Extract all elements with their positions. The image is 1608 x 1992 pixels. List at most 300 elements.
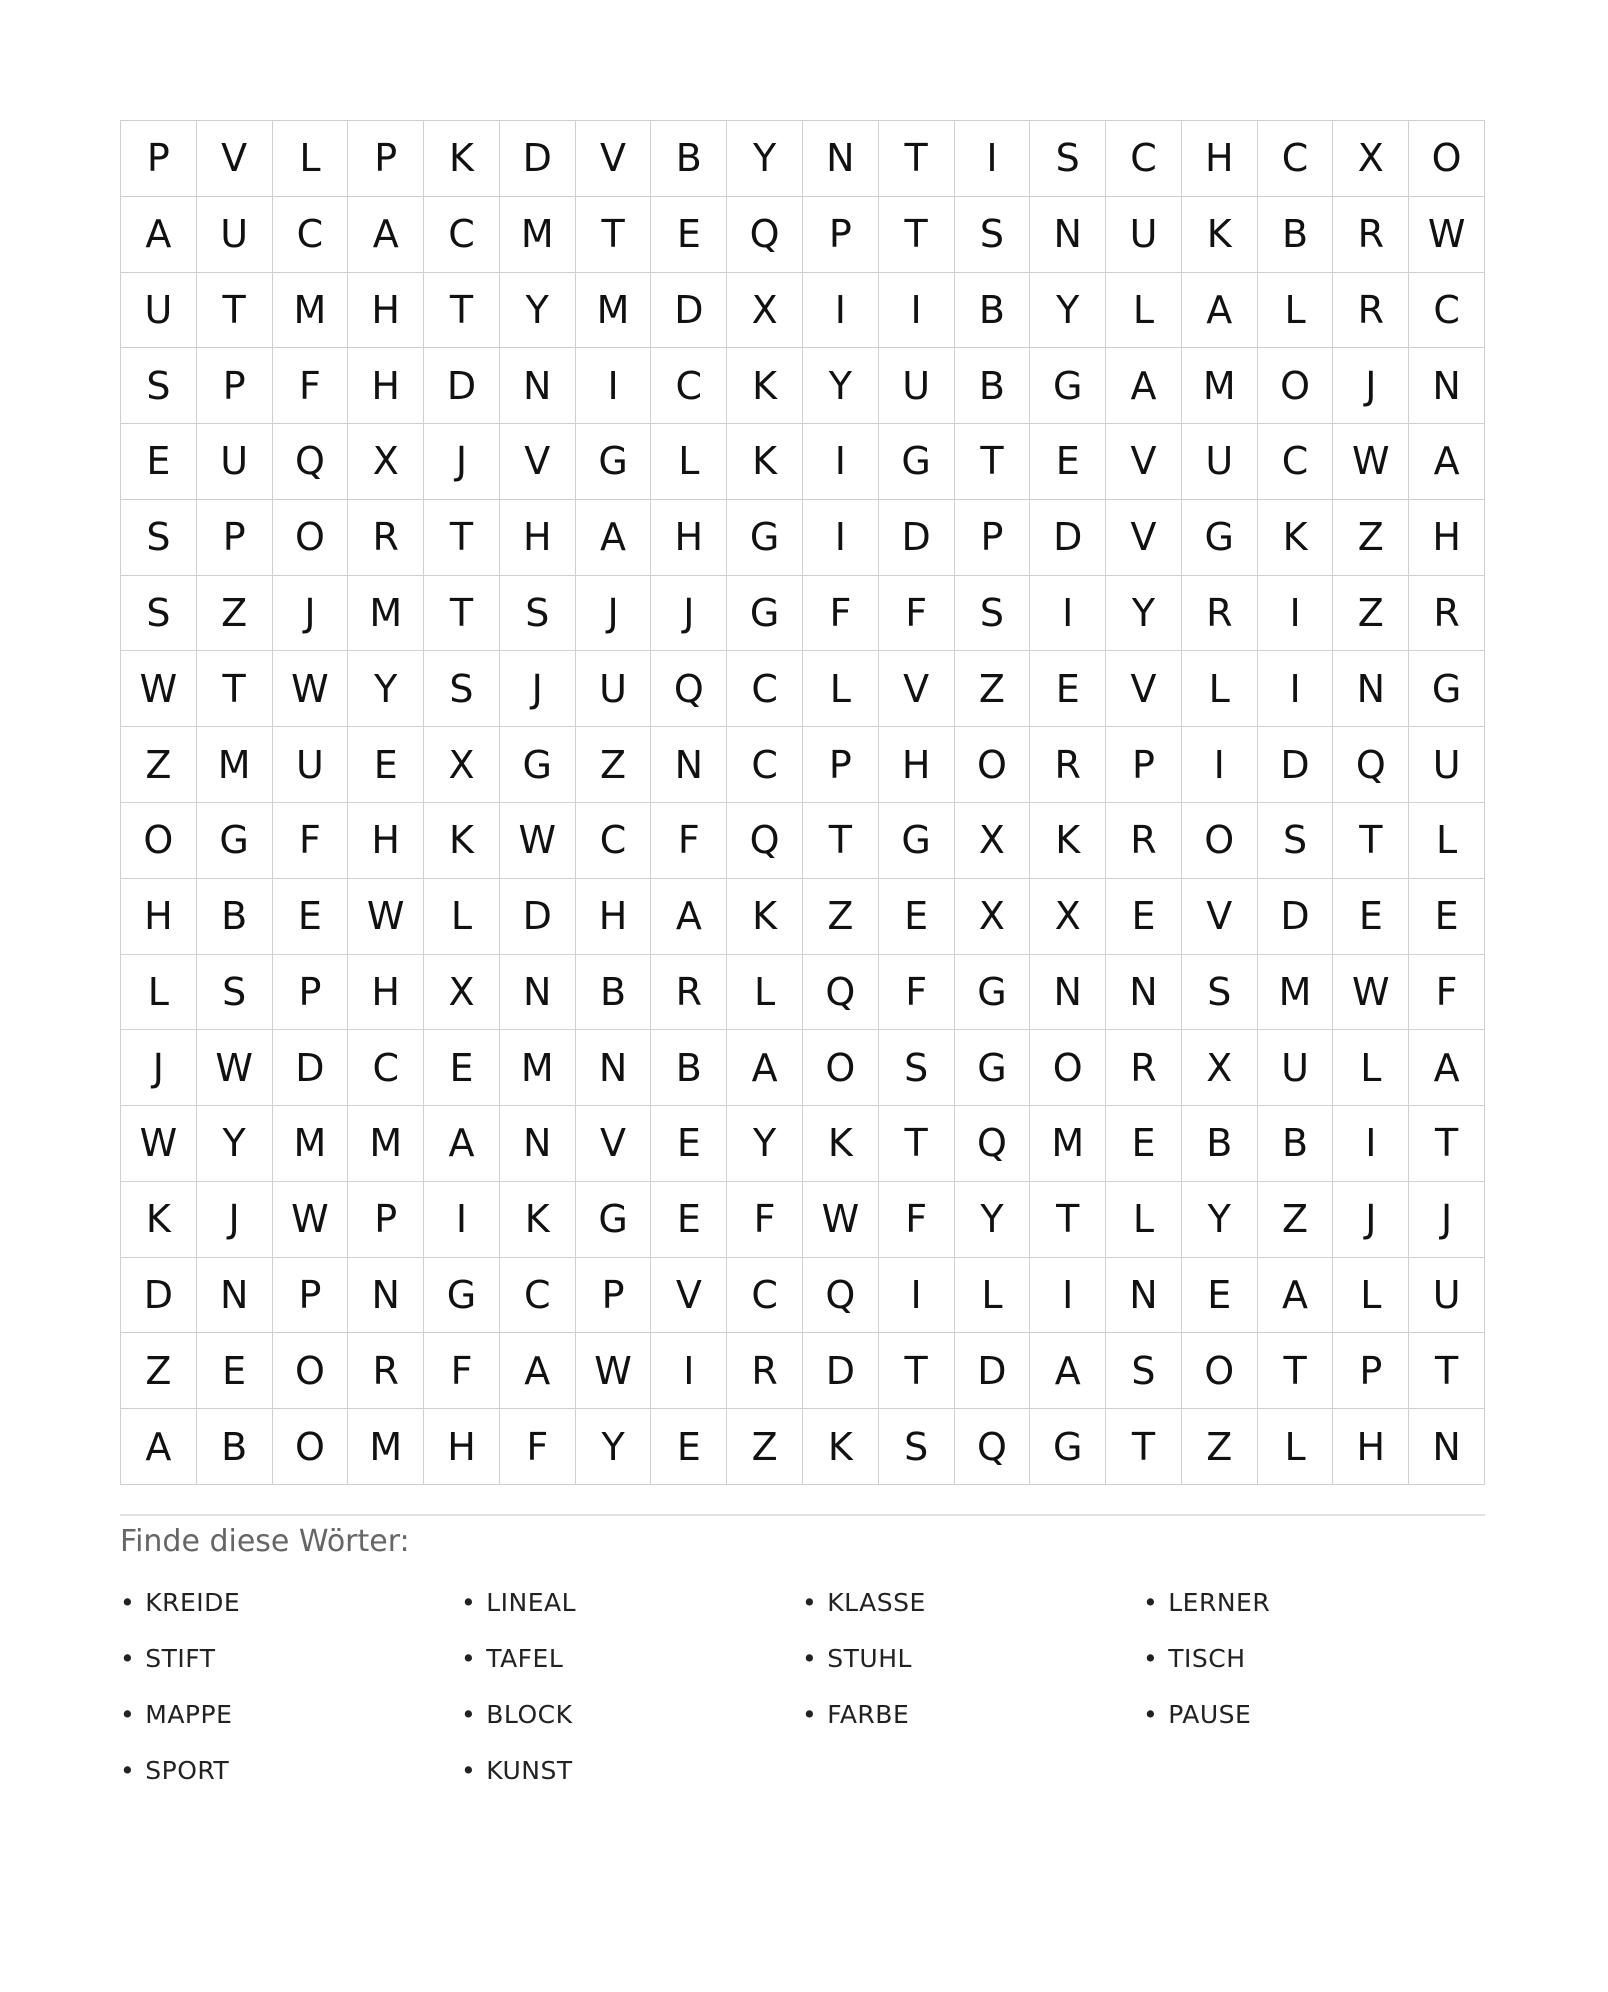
grid-cell[interactable]: E: [651, 197, 727, 273]
grid-cell[interactable]: Q: [803, 1258, 879, 1334]
grid-cell[interactable]: X: [955, 879, 1031, 955]
grid-cell[interactable]: R: [1409, 576, 1485, 652]
grid-cell[interactable]: M: [348, 1106, 424, 1182]
grid-cell[interactable]: Y: [1182, 1182, 1258, 1258]
grid-cell[interactable]: I: [879, 273, 955, 349]
grid-cell[interactable]: O: [1258, 348, 1334, 424]
grid-cell[interactable]: J: [197, 1182, 273, 1258]
grid-cell[interactable]: G: [879, 424, 955, 500]
grid-cell[interactable]: G: [424, 1258, 500, 1334]
grid-cell[interactable]: L: [273, 121, 349, 197]
grid-cell[interactable]: C: [1258, 424, 1334, 500]
grid-cell[interactable]: A: [500, 1333, 576, 1409]
grid-cell[interactable]: U: [121, 273, 197, 349]
grid-cell[interactable]: F: [879, 1182, 955, 1258]
grid-cell[interactable]: Z: [727, 1409, 803, 1485]
grid-cell[interactable]: B: [955, 348, 1031, 424]
grid-cell[interactable]: R: [348, 500, 424, 576]
grid-cell[interactable]: T: [879, 1333, 955, 1409]
grid-cell[interactable]: P: [1333, 1333, 1409, 1409]
grid-cell[interactable]: L: [424, 879, 500, 955]
grid-cell[interactable]: U: [1409, 727, 1485, 803]
grid-cell[interactable]: C: [500, 1258, 576, 1334]
grid-cell[interactable]: J: [273, 576, 349, 652]
grid-cell[interactable]: A: [424, 1106, 500, 1182]
grid-cell[interactable]: H: [500, 500, 576, 576]
grid-cell[interactable]: V: [651, 1258, 727, 1334]
grid-cell[interactable]: W: [803, 1182, 879, 1258]
grid-cell[interactable]: N: [197, 1258, 273, 1334]
grid-cell[interactable]: T: [1409, 1106, 1485, 1182]
grid-cell[interactable]: U: [197, 424, 273, 500]
grid-cell[interactable]: F: [651, 803, 727, 879]
grid-cell[interactable]: M: [576, 273, 652, 349]
grid-cell[interactable]: M: [273, 273, 349, 349]
grid-cell[interactable]: U: [1258, 1030, 1334, 1106]
grid-cell[interactable]: N: [500, 955, 576, 1031]
grid-cell[interactable]: T: [1030, 1182, 1106, 1258]
grid-cell[interactable]: B: [1258, 1106, 1334, 1182]
grid-cell[interactable]: E: [1106, 1106, 1182, 1182]
grid-cell[interactable]: H: [879, 727, 955, 803]
grid-cell[interactable]: H: [348, 803, 424, 879]
grid-cell[interactable]: P: [576, 1258, 652, 1334]
grid-cell[interactable]: Z: [121, 727, 197, 803]
grid-cell[interactable]: A: [1409, 1030, 1485, 1106]
grid-cell[interactable]: N: [348, 1258, 424, 1334]
grid-cell[interactable]: D: [500, 121, 576, 197]
grid-cell[interactable]: N: [576, 1030, 652, 1106]
grid-cell[interactable]: E: [651, 1106, 727, 1182]
grid-cell[interactable]: Q: [727, 197, 803, 273]
grid-cell[interactable]: O: [1182, 803, 1258, 879]
grid-cell[interactable]: O: [803, 1030, 879, 1106]
grid-cell[interactable]: S: [879, 1409, 955, 1485]
grid-cell[interactable]: B: [197, 1409, 273, 1485]
grid-cell[interactable]: S: [121, 500, 197, 576]
grid-cell[interactable]: F: [500, 1409, 576, 1485]
grid-cell[interactable]: G: [727, 576, 803, 652]
grid-cell[interactable]: L: [803, 651, 879, 727]
grid-cell[interactable]: E: [1030, 424, 1106, 500]
grid-cell[interactable]: T: [576, 197, 652, 273]
grid-cell[interactable]: A: [1409, 424, 1485, 500]
grid-cell[interactable]: I: [1258, 651, 1334, 727]
grid-cell[interactable]: P: [955, 500, 1031, 576]
grid-cell[interactable]: R: [1106, 1030, 1182, 1106]
grid-cell[interactable]: F: [273, 348, 349, 424]
grid-cell[interactable]: Y: [955, 1182, 1031, 1258]
grid-cell[interactable]: W: [197, 1030, 273, 1106]
grid-cell[interactable]: R: [651, 955, 727, 1031]
grid-cell[interactable]: U: [273, 727, 349, 803]
grid-cell[interactable]: N: [500, 348, 576, 424]
grid-cell[interactable]: K: [1258, 500, 1334, 576]
grid-cell[interactable]: T: [424, 500, 500, 576]
grid-cell[interactable]: W: [1333, 424, 1409, 500]
grid-cell[interactable]: H: [348, 273, 424, 349]
grid-cell[interactable]: A: [651, 879, 727, 955]
grid-cell[interactable]: P: [273, 955, 349, 1031]
grid-cell[interactable]: C: [651, 348, 727, 424]
grid-cell[interactable]: D: [1258, 879, 1334, 955]
grid-cell[interactable]: C: [1409, 273, 1485, 349]
grid-cell[interactable]: R: [1030, 727, 1106, 803]
grid-cell[interactable]: F: [879, 576, 955, 652]
grid-cell[interactable]: A: [1106, 348, 1182, 424]
grid-cell[interactable]: S: [955, 197, 1031, 273]
grid-cell[interactable]: E: [651, 1182, 727, 1258]
grid-cell[interactable]: D: [1258, 727, 1334, 803]
grid-cell[interactable]: Y: [803, 348, 879, 424]
grid-cell[interactable]: T: [424, 576, 500, 652]
grid-cell[interactable]: Z: [1333, 576, 1409, 652]
grid-cell[interactable]: C: [273, 197, 349, 273]
grid-cell[interactable]: N: [500, 1106, 576, 1182]
grid-cell[interactable]: K: [727, 348, 803, 424]
grid-cell[interactable]: L: [651, 424, 727, 500]
grid-cell[interactable]: P: [121, 121, 197, 197]
grid-cell[interactable]: S: [424, 651, 500, 727]
grid-cell[interactable]: P: [197, 348, 273, 424]
grid-cell[interactable]: E: [121, 424, 197, 500]
grid-cell[interactable]: I: [576, 348, 652, 424]
grid-cell[interactable]: Y: [727, 1106, 803, 1182]
grid-cell[interactable]: L: [121, 955, 197, 1031]
grid-cell[interactable]: D: [803, 1333, 879, 1409]
grid-cell[interactable]: L: [1409, 803, 1485, 879]
grid-cell[interactable]: C: [424, 197, 500, 273]
grid-cell[interactable]: Z: [1333, 500, 1409, 576]
grid-cell[interactable]: C: [1106, 121, 1182, 197]
grid-cell[interactable]: R: [1182, 576, 1258, 652]
grid-cell[interactable]: D: [879, 500, 955, 576]
grid-cell[interactable]: T: [879, 1106, 955, 1182]
grid-cell[interactable]: X: [1182, 1030, 1258, 1106]
grid-cell[interactable]: M: [348, 1409, 424, 1485]
grid-cell[interactable]: Y: [576, 1409, 652, 1485]
grid-cell[interactable]: O: [273, 1409, 349, 1485]
grid-cell[interactable]: W: [500, 803, 576, 879]
grid-cell[interactable]: J: [121, 1030, 197, 1106]
grid-cell[interactable]: M: [1258, 955, 1334, 1031]
grid-cell[interactable]: H: [1182, 121, 1258, 197]
grid-cell[interactable]: N: [1409, 348, 1485, 424]
grid-cell[interactable]: O: [1182, 1333, 1258, 1409]
grid-cell[interactable]: F: [424, 1333, 500, 1409]
grid-cell[interactable]: O: [273, 500, 349, 576]
grid-cell[interactable]: D: [955, 1333, 1031, 1409]
grid-cell[interactable]: R: [1106, 803, 1182, 879]
grid-cell[interactable]: D: [121, 1258, 197, 1334]
grid-cell[interactable]: K: [500, 1182, 576, 1258]
grid-cell[interactable]: G: [1182, 500, 1258, 576]
grid-cell[interactable]: I: [803, 273, 879, 349]
grid-cell[interactable]: X: [424, 727, 500, 803]
grid-cell[interactable]: M: [1182, 348, 1258, 424]
grid-cell[interactable]: R: [348, 1333, 424, 1409]
grid-cell[interactable]: O: [1030, 1030, 1106, 1106]
grid-cell[interactable]: M: [197, 727, 273, 803]
grid-cell[interactable]: W: [121, 651, 197, 727]
grid-cell[interactable]: N: [1106, 1258, 1182, 1334]
grid-cell[interactable]: L: [727, 955, 803, 1031]
grid-cell[interactable]: Z: [197, 576, 273, 652]
grid-cell[interactable]: G: [1030, 348, 1106, 424]
grid-cell[interactable]: I: [424, 1182, 500, 1258]
grid-cell[interactable]: V: [576, 1106, 652, 1182]
grid-cell[interactable]: L: [1106, 273, 1182, 349]
grid-cell[interactable]: Q: [727, 803, 803, 879]
grid-cell[interactable]: I: [1182, 727, 1258, 803]
grid-cell[interactable]: L: [1258, 273, 1334, 349]
grid-cell[interactable]: I: [1333, 1106, 1409, 1182]
grid-cell[interactable]: V: [879, 651, 955, 727]
grid-cell[interactable]: B: [576, 955, 652, 1031]
grid-cell[interactable]: G: [197, 803, 273, 879]
grid-cell[interactable]: Q: [955, 1106, 1031, 1182]
grid-cell[interactable]: W: [1333, 955, 1409, 1031]
grid-cell[interactable]: Z: [121, 1333, 197, 1409]
grid-cell[interactable]: U: [197, 197, 273, 273]
grid-cell[interactable]: G: [955, 1030, 1031, 1106]
grid-cell[interactable]: A: [576, 500, 652, 576]
grid-cell[interactable]: X: [348, 424, 424, 500]
grid-cell[interactable]: I: [1030, 1258, 1106, 1334]
grid-cell[interactable]: N: [1106, 955, 1182, 1031]
grid-cell[interactable]: T: [197, 273, 273, 349]
grid-cell[interactable]: Y: [727, 121, 803, 197]
grid-cell[interactable]: E: [424, 1030, 500, 1106]
grid-cell[interactable]: N: [803, 121, 879, 197]
grid-cell[interactable]: T: [1333, 803, 1409, 879]
grid-cell[interactable]: Q: [651, 651, 727, 727]
grid-cell[interactable]: D: [500, 879, 576, 955]
grid-cell[interactable]: A: [1258, 1258, 1334, 1334]
grid-cell[interactable]: P: [803, 197, 879, 273]
grid-cell[interactable]: G: [576, 1182, 652, 1258]
grid-cell[interactable]: U: [1182, 424, 1258, 500]
grid-cell[interactable]: K: [424, 803, 500, 879]
grid-cell[interactable]: B: [651, 1030, 727, 1106]
grid-cell[interactable]: K: [803, 1106, 879, 1182]
grid-cell[interactable]: Q: [803, 955, 879, 1031]
grid-cell[interactable]: D: [273, 1030, 349, 1106]
grid-cell[interactable]: F: [727, 1182, 803, 1258]
grid-cell[interactable]: A: [727, 1030, 803, 1106]
grid-cell[interactable]: G: [576, 424, 652, 500]
grid-cell[interactable]: U: [1106, 197, 1182, 273]
grid-cell[interactable]: M: [500, 1030, 576, 1106]
grid-cell[interactable]: L: [1106, 1182, 1182, 1258]
grid-cell[interactable]: H: [348, 955, 424, 1031]
grid-cell[interactable]: B: [651, 121, 727, 197]
grid-cell[interactable]: P: [348, 1182, 424, 1258]
grid-cell[interactable]: Q: [1333, 727, 1409, 803]
grid-cell[interactable]: D: [651, 273, 727, 349]
grid-cell[interactable]: X: [727, 273, 803, 349]
grid-cell[interactable]: K: [727, 879, 803, 955]
grid-cell[interactable]: C: [727, 1258, 803, 1334]
grid-cell[interactable]: Y: [500, 273, 576, 349]
grid-cell[interactable]: U: [576, 651, 652, 727]
grid-cell[interactable]: H: [1333, 1409, 1409, 1485]
grid-cell[interactable]: G: [500, 727, 576, 803]
grid-cell[interactable]: E: [197, 1333, 273, 1409]
grid-cell[interactable]: B: [1258, 197, 1334, 273]
grid-cell[interactable]: K: [1030, 803, 1106, 879]
grid-cell[interactable]: J: [651, 576, 727, 652]
grid-cell[interactable]: I: [803, 500, 879, 576]
grid-cell[interactable]: I: [803, 424, 879, 500]
grid-cell[interactable]: L: [1182, 651, 1258, 727]
grid-cell[interactable]: T: [1258, 1333, 1334, 1409]
grid-cell[interactable]: I: [651, 1333, 727, 1409]
grid-cell[interactable]: R: [1333, 273, 1409, 349]
grid-cell[interactable]: T: [197, 651, 273, 727]
grid-cell[interactable]: N: [1409, 1409, 1485, 1485]
grid-cell[interactable]: I: [1258, 576, 1334, 652]
grid-cell[interactable]: W: [348, 879, 424, 955]
grid-cell[interactable]: Y: [348, 651, 424, 727]
grid-cell[interactable]: F: [1409, 955, 1485, 1031]
grid-cell[interactable]: S: [121, 348, 197, 424]
grid-cell[interactable]: V: [1106, 424, 1182, 500]
grid-cell[interactable]: P: [197, 500, 273, 576]
grid-cell[interactable]: V: [1106, 500, 1182, 576]
grid-cell[interactable]: W: [121, 1106, 197, 1182]
grid-cell[interactable]: H: [1409, 500, 1485, 576]
grid-cell[interactable]: V: [1106, 651, 1182, 727]
grid-cell[interactable]: X: [1333, 121, 1409, 197]
grid-cell[interactable]: A: [348, 197, 424, 273]
grid-cell[interactable]: H: [121, 879, 197, 955]
grid-cell[interactable]: P: [348, 121, 424, 197]
grid-cell[interactable]: E: [1333, 879, 1409, 955]
grid-cell[interactable]: C: [576, 803, 652, 879]
grid-cell[interactable]: M: [273, 1106, 349, 1182]
grid-cell[interactable]: L: [1333, 1258, 1409, 1334]
grid-cell[interactable]: V: [197, 121, 273, 197]
grid-cell[interactable]: F: [879, 955, 955, 1031]
grid-cell[interactable]: E: [651, 1409, 727, 1485]
grid-cell[interactable]: H: [651, 500, 727, 576]
grid-cell[interactable]: O: [121, 803, 197, 879]
grid-cell[interactable]: A: [1030, 1333, 1106, 1409]
grid-cell[interactable]: U: [879, 348, 955, 424]
grid-cell[interactable]: Y: [197, 1106, 273, 1182]
grid-cell[interactable]: H: [424, 1409, 500, 1485]
grid-cell[interactable]: N: [1333, 651, 1409, 727]
grid-cell[interactable]: H: [576, 879, 652, 955]
grid-cell[interactable]: O: [955, 727, 1031, 803]
grid-cell[interactable]: L: [1258, 1409, 1334, 1485]
grid-cell[interactable]: T: [1409, 1333, 1485, 1409]
grid-cell[interactable]: K: [121, 1182, 197, 1258]
grid-cell[interactable]: Z: [576, 727, 652, 803]
grid-cell[interactable]: O: [273, 1333, 349, 1409]
grid-cell[interactable]: S: [879, 1030, 955, 1106]
grid-cell[interactable]: N: [1030, 955, 1106, 1031]
grid-cell[interactable]: T: [1106, 1409, 1182, 1485]
grid-cell[interactable]: N: [651, 727, 727, 803]
grid-cell[interactable]: B: [197, 879, 273, 955]
grid-cell[interactable]: Q: [273, 424, 349, 500]
grid-cell[interactable]: S: [955, 576, 1031, 652]
grid-cell[interactable]: C: [348, 1030, 424, 1106]
grid-cell[interactable]: E: [1106, 879, 1182, 955]
grid-cell[interactable]: I: [879, 1258, 955, 1334]
grid-cell[interactable]: J: [500, 651, 576, 727]
grid-cell[interactable]: K: [424, 121, 500, 197]
grid-cell[interactable]: L: [1333, 1030, 1409, 1106]
grid-cell[interactable]: J: [1333, 1182, 1409, 1258]
grid-cell[interactable]: A: [121, 1409, 197, 1485]
grid-cell[interactable]: S: [500, 576, 576, 652]
grid-cell[interactable]: C: [727, 727, 803, 803]
grid-cell[interactable]: M: [1030, 1106, 1106, 1182]
grid-cell[interactable]: R: [727, 1333, 803, 1409]
grid-cell[interactable]: X: [955, 803, 1031, 879]
grid-cell[interactable]: T: [879, 121, 955, 197]
grid-cell[interactable]: G: [1030, 1409, 1106, 1485]
grid-cell[interactable]: I: [955, 121, 1031, 197]
grid-cell[interactable]: P: [803, 727, 879, 803]
grid-cell[interactable]: Z: [803, 879, 879, 955]
grid-cell[interactable]: E: [348, 727, 424, 803]
grid-cell[interactable]: E: [1030, 651, 1106, 727]
grid-cell[interactable]: R: [1333, 197, 1409, 273]
grid-cell[interactable]: V: [1182, 879, 1258, 955]
grid-cell[interactable]: Z: [955, 651, 1031, 727]
grid-cell[interactable]: E: [1182, 1258, 1258, 1334]
grid-cell[interactable]: W: [1409, 197, 1485, 273]
grid-cell[interactable]: S: [121, 576, 197, 652]
grid-cell[interactable]: S: [1106, 1333, 1182, 1409]
grid-cell[interactable]: K: [1182, 197, 1258, 273]
grid-cell[interactable]: E: [273, 879, 349, 955]
grid-cell[interactable]: B: [955, 273, 1031, 349]
grid-cell[interactable]: D: [1030, 500, 1106, 576]
grid-cell[interactable]: X: [424, 955, 500, 1031]
grid-cell[interactable]: J: [1409, 1182, 1485, 1258]
grid-cell[interactable]: Y: [1106, 576, 1182, 652]
grid-cell[interactable]: W: [273, 651, 349, 727]
grid-cell[interactable]: T: [803, 803, 879, 879]
grid-cell[interactable]: X: [1030, 879, 1106, 955]
grid-cell[interactable]: M: [348, 576, 424, 652]
grid-cell[interactable]: H: [348, 348, 424, 424]
grid-cell[interactable]: W: [576, 1333, 652, 1409]
grid-cell[interactable]: G: [879, 803, 955, 879]
grid-cell[interactable]: J: [576, 576, 652, 652]
grid-cell[interactable]: S: [1182, 955, 1258, 1031]
grid-cell[interactable]: K: [727, 424, 803, 500]
grid-cell[interactable]: T: [424, 273, 500, 349]
grid-cell[interactable]: O: [1409, 121, 1485, 197]
grid-cell[interactable]: S: [1030, 121, 1106, 197]
grid-cell[interactable]: Z: [1258, 1182, 1334, 1258]
grid-cell[interactable]: D: [424, 348, 500, 424]
grid-cell[interactable]: J: [1333, 348, 1409, 424]
grid-cell[interactable]: M: [500, 197, 576, 273]
grid-cell[interactable]: W: [273, 1182, 349, 1258]
grid-cell[interactable]: C: [1258, 121, 1334, 197]
grid-cell[interactable]: L: [955, 1258, 1031, 1334]
grid-cell[interactable]: S: [197, 955, 273, 1031]
grid-cell[interactable]: G: [1409, 651, 1485, 727]
grid-cell[interactable]: A: [1182, 273, 1258, 349]
